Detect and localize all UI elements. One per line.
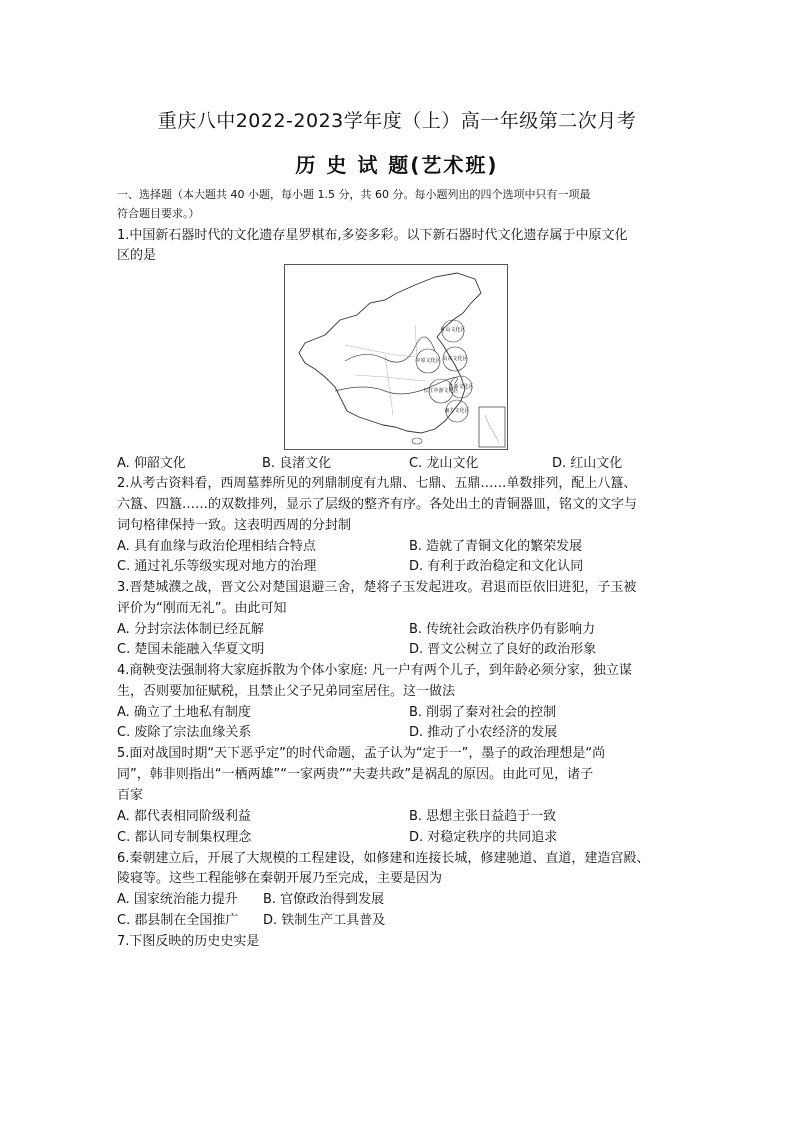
- map-figure: [285, 265, 507, 449]
- question-2-stem-cont2: 词句格律保持一致。这表明西周的分封制: [117, 518, 352, 533]
- map-label-shandong: 山东文化区: [442, 356, 468, 362]
- exam-subtitle: 历 史 试 题(艺术班): [295, 153, 499, 177]
- map-label-hongshan: 红山文化区: [440, 327, 466, 333]
- q4-option-b: B. 削弱了秦对社会的控制: [409, 705, 557, 720]
- q1-option-a: A. 仰韶文化: [117, 456, 186, 471]
- question-1-stem-cont: 区的是: [117, 248, 157, 263]
- q2-option-d: D. 有利于政治稳定和文化认同: [409, 559, 584, 574]
- q4-option-d: D. 推动了小农经济的发展: [409, 725, 558, 740]
- q3-option-c: C. 楚国未能融入华夏文明: [117, 642, 265, 657]
- section-instruction: 一、选择题（本大题共 40 小题，每小题 1.5 分，共 60 分。每小题列出的四个选项中只有一项最: [117, 188, 591, 201]
- question-4-stem: 4.商鞅变法强制将大家庭拆散为个体小家庭: 凡一户有两个儿子，到年龄必须分家，独立谋: [117, 663, 632, 678]
- map-label-zhongyuan: 中原文化区: [415, 358, 441, 364]
- q2-option-b: B. 造就了青铜文化的繁荣发展: [409, 539, 583, 554]
- question-6-stem-cont: 陵寝等。这些工程能够在秦朝开展乃至完成，主要是因为: [117, 871, 443, 886]
- q4-option-c: C. 废除了宗法血缘关系: [117, 725, 252, 740]
- map-label-changjiang: 长江中游文化区: [423, 388, 459, 394]
- q6-option-a: A. 国家统治能力提升: [117, 892, 238, 907]
- map-label-south: 南方文化区: [444, 408, 470, 414]
- q5-option-b: B. 思想主张日益趋于一致: [409, 809, 557, 824]
- q6-option-b: B. 官僚政治得到发展: [263, 892, 385, 907]
- q3-option-d: D. 晋文公树立了良好的政治形象: [409, 642, 597, 657]
- china-culture-map: [284, 264, 508, 450]
- q3-option-b: B. 传统社会政治秩序仍有影响力: [409, 622, 596, 637]
- question-1-stem: 1.中国新石器时代的文化遗存星罗棋布,多姿多彩。以下新石器时代文化遗存属于中原文化: [117, 228, 628, 243]
- q3-option-a: A. 分封宗法体制已经瓦解: [117, 622, 264, 637]
- section-instruction-cont: 符合题目要求。）: [117, 207, 200, 220]
- q5-option-c: C. 都认同专制集权理念: [117, 830, 252, 845]
- q4-option-a: A. 确立了土地私有制度: [117, 705, 251, 720]
- question-3-stem: 3.晋楚城濮之战，晋文公对楚国退避三舍，楚将子玉发起进攻。君退而臣依旧进犯，子玉被: [117, 580, 637, 595]
- q2-option-a: A. 具有血缘与政治伦理相结合特点: [117, 539, 316, 554]
- question-7-stem: 7.下图反映的历史史实是: [117, 934, 260, 949]
- question-3-stem-cont: 评价为“刚而无礼”。由此可知: [117, 601, 287, 616]
- question-4-stem-cont: 生，否则要加征赋税，且禁止父子兄弟同室居住。这一做法: [117, 684, 456, 699]
- question-2-stem-cont: 六簋、四簋……的双数排列，显示了层级的整齐有序。各处出土的青铜器皿，铭文的文字与: [117, 497, 638, 512]
- question-6-stem: 6.秦朝建立后，开展了大规模的工程建设，如修建和连接长城，修建驰道、直道，建造宫殿、: [117, 851, 650, 866]
- map-label-jiangzhe: 江浙文化区: [448, 384, 474, 390]
- q5-option-a: A. 都代表相同阶级利益: [117, 809, 251, 824]
- q6-option-c: C. 郡县制在全国推广: [117, 913, 239, 928]
- exam-title: 重庆八中2022-2023学年度（上）高一年级第二次月考: [157, 110, 637, 132]
- q1-option-c: C. 龙山文化: [409, 456, 479, 471]
- q1-option-d: D. 红山文化: [552, 456, 623, 471]
- q2-option-c: C. 通过礼乐等级实现对地方的治理: [117, 559, 317, 574]
- q1-option-b: B. 良渚文化: [262, 456, 332, 471]
- q6-option-d: D. 铁制生产工具普及: [263, 913, 386, 928]
- question-2-stem: 2.从考古资料看，西周墓葬所见的列鼎制度有九鼎、七鼎、五鼎……单数排列，配上八簋、: [117, 476, 637, 491]
- question-5-stem-cont2: 百家: [117, 788, 144, 803]
- question-5-stem: 5.面对战国时期“天下恶乎定”的时代命题，孟子认为“定于一”，墨子的政治理想是“尚: [117, 746, 606, 761]
- question-5-stem-cont: 同”，韩非则指出“一栖两雄”“一家两贵”“夫妻共政”是祸乱的原因。由此可见，诸子: [117, 767, 594, 782]
- q5-option-d: D. 对稳定秩序的共同追求: [409, 830, 558, 845]
